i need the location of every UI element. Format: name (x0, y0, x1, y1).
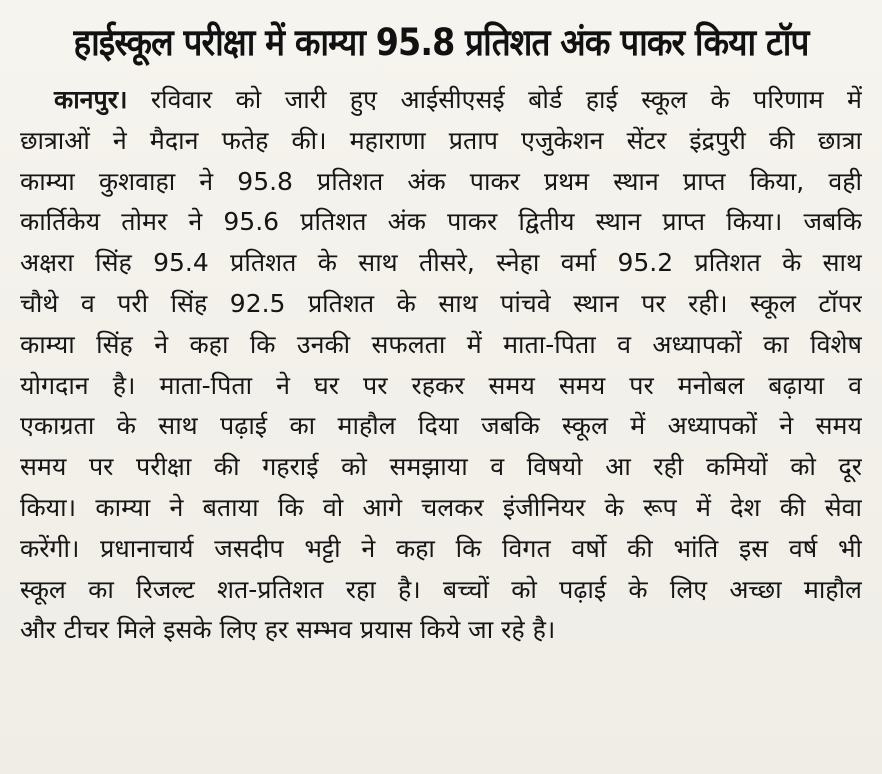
article-line-5: अक्षरा सिंह 95.4 प्रतिशत के साथ तीसरे, स्नेहा वर्मा 95.2 प्रतिशत के साथ (20, 248, 862, 278)
article-line-3: काम्या कुशवाहा ने 95.8 प्रतिशत अंक पाकर प्रथम स्थान प्राप्त किया, वही (20, 166, 862, 196)
article-line-14: और टीचर मिले इसके लिए हर सम्भव प्रयास किये जा रहे है। (20, 615, 556, 645)
article-line-1 (20, 80, 862, 121)
article-line-1-text: रविवार को जारी हुए आईसीएसई बोर्ड हाई स्कूल के परिणाम में (150, 85, 862, 114)
article-line-8: योगदान है। माता-पिता ने घर पर रहकर समय समय पर मनोबल बढ़ाया व (20, 370, 862, 400)
article-line-11: किया। काम्या ने बताया कि वो आगे चलकर इंजीनियर के रूप में देश की सेवा (20, 492, 862, 522)
article-line-13: स्कूल का रिजल्ट शत-प्रतिशत रहा है। बच्चों को पढ़ाई के लिए अच्छा माहौल (20, 574, 862, 604)
article-body (20, 80, 862, 651)
headline: हाईस्कूल परीक्षा में काम्या 95.8 प्रतिशत अंक पाकर किया टॉप (73, 21, 809, 64)
article-line-2: छात्राओं ने मैदान फतेह की। महाराणा प्रताप एजुकेशन सेंटर इंद्रपुरी की छात्रा (20, 125, 862, 155)
article-line-9: एकाग्रता के साथ पढ़ाई का माहौल दिया जबकि स्कूल में अध्यापकों ने समय (20, 411, 862, 441)
article-line-7: काम्या सिंह ने कहा कि उनकी सफलता में माता-पिता व अध्यापकों का विशेष (20, 329, 862, 359)
article-line-12: करेंगी। प्रधानाचार्य जसदीप भट्टी ने कहा कि विगत वर्षो की भांति इस वर्ष भी (20, 533, 862, 563)
dateline: कानपुर। (54, 85, 128, 114)
article-line-4: कार्तिकेय तोमर ने 95.6 प्रतिशत अंक पाकर द्वितीय स्थान प्राप्त किया। जबकि (20, 207, 862, 237)
article-line-6: चौथे व परी सिंह 92.5 प्रतिशत के साथ पांचवे स्थान पर रही। स्कूल टॉपर (20, 288, 862, 318)
article-line-10: समय पर परीक्षा की गहराई को समझाया व विषयो आ रही कमियों को दूर (20, 452, 862, 482)
